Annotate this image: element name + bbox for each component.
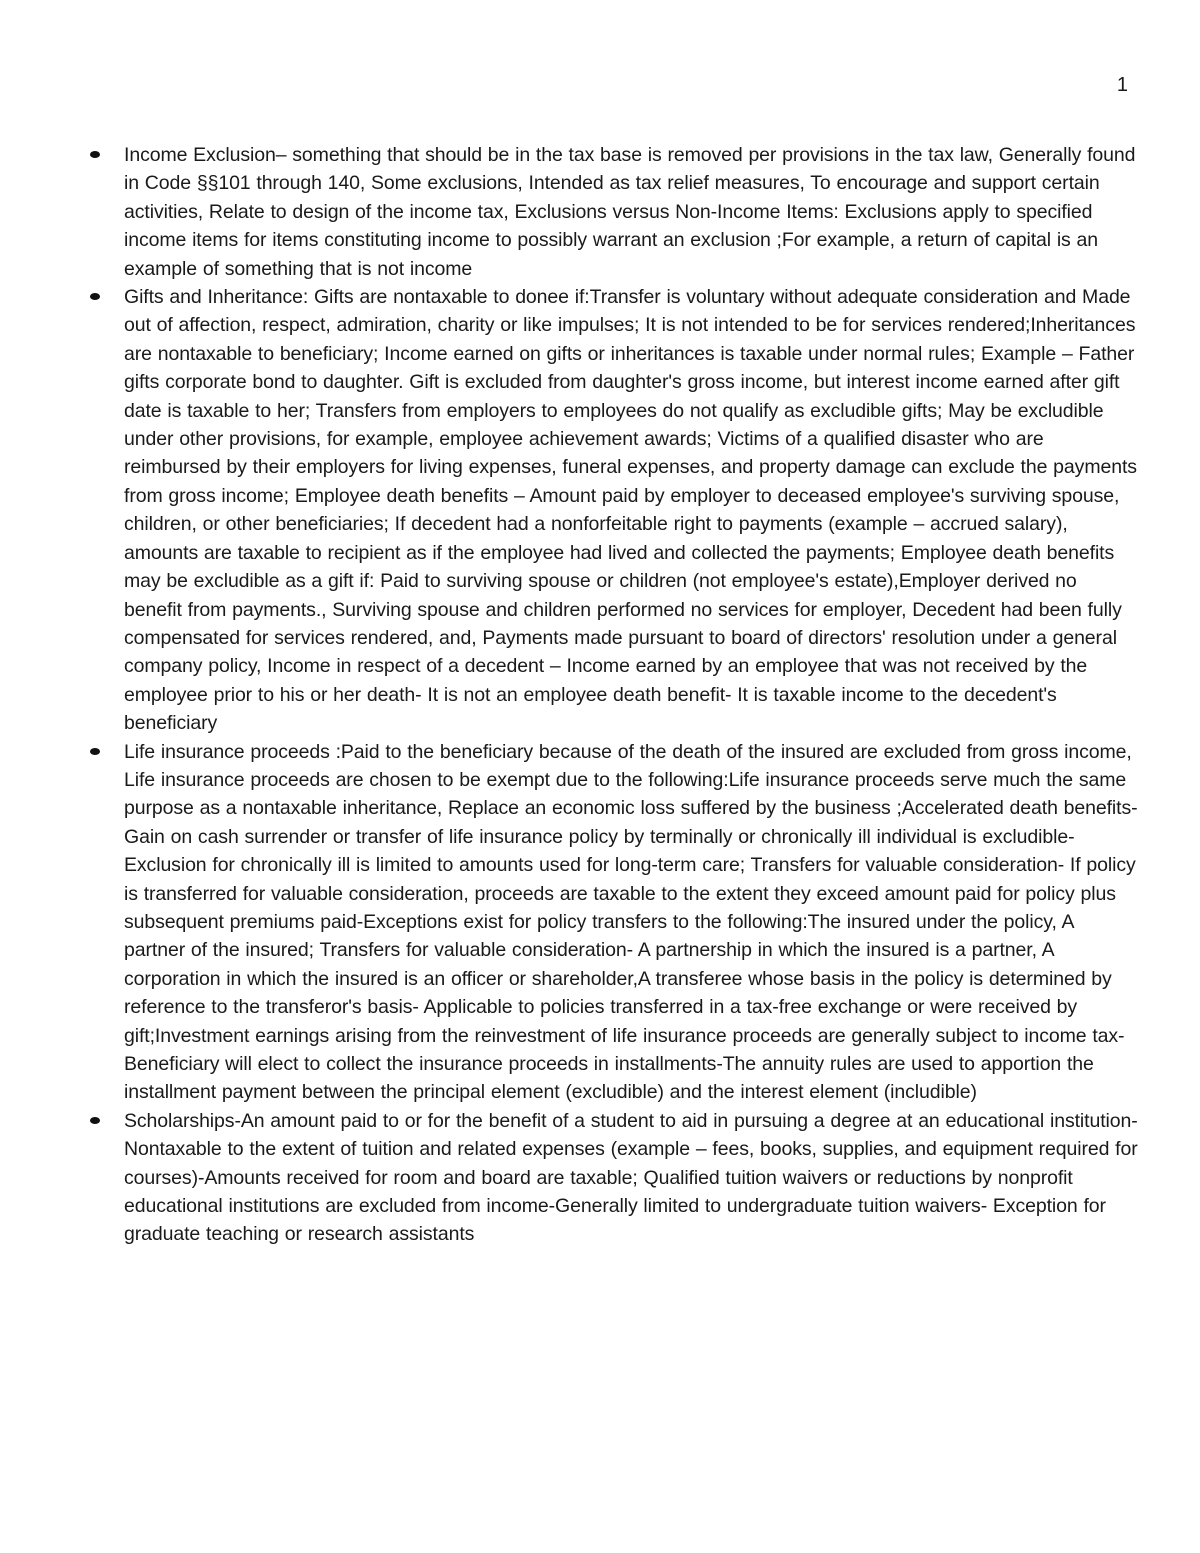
bullet-list xyxy=(88,141,1138,1249)
bullet-icon xyxy=(90,748,100,755)
bullet-text: Scholarships-An amount paid to or for the benefit of a student to aid in pursuing a degree at an educational institution-Nontaxable to the extent of tuition and related expenses (example – fees, books, supplies, and equipment required for courses)-Amounts received for room and board are taxable; Qualified tuition waivers or reductions by nonprofit educational institutions are excluded from income-Generally limited to undergraduate tuition waivers- Exception for graduate teaching or research assistants xyxy=(124,1109,1138,1246)
bullet-text: Life insurance proceeds :Paid to the beneficiary because of the death of the insured are excluded from gross income, Life insurance proceeds are chosen to be exempt due to the following:Life insurance proceeds serve much the same purpose as a nontaxable inheritance, Replace an economic loss suffered by the business ;Accelerated death benefits-Gain on cash surrender or transfer of life insurance policy by terminally or chronically ill individual is excludible- Exclusion for chronically ill is limited to amounts used for long-term care; Transfers for valuable consideration- If policy is transferred for valuable consideration, proceeds are taxable to the extent they exceed amount paid for policy plus subsequent premiums paid-Exceptions exist for policy transfers to the following:The insured under the policy, A partner of the insured; Transfers for valuable consideration- A partnership in which the insured is a partner, A corporation in which the insured is an officer or shareholder,A transferee whose basis in the policy is determined by reference to the transferor's basis- Applicable to policies transferred in a tax-free exchange or were received by gift;Investment earnings arising from the reinvestment of life insurance proceeds are generally subject to income tax-Beneficiary will elect to collect the insurance proceeds in installments-The annuity rules are used to apportion the installment payment between the principal element (excludible) and the interest element (includible) xyxy=(124,740,1138,1104)
bullet-text: Income Exclusion– something that should be in the tax base is removed per provisions in the tax law, Generally found in Code §§101 through 140, Some exclusions, Intended as tax relief measures, To encourage and support certain activities, Relate to design of the income tax, Exclusions versus Non-Income Items: Exclusions apply to specified income items for items constituting income to possibly warrant an exclusion ;For example, a return of capital is an example of something that is not income xyxy=(124,144,1136,280)
bullet-icon xyxy=(90,151,100,158)
bullet-text: Gifts and Inheritance: Gifts are nontaxable to donee if:Transfer is voluntary without adequate consideration and Made out of affection, respect, admiration, charity or like impulses; It is not intended to be for services rendered;Inheritances are nontaxable to beneficiary; Income earned on gifts or inheritances is taxable under normal rules; Example – Father gifts corporate bond to daughter. Gift is excluded from daughter's gross income, but interest income earned after gift date is taxable to her; Transfers from employers to employees do not qualify as excludible gifts; May be excludible under other provisions, for example, employee achievement awards; Victims of a qualified disaster who are reimbursed by their employers for living expenses, funeral expenses, and property damage can exclude the payments from gross income; Employee death benefits – Amount paid by employer to deceased employee's surviving spouse, children, or other beneficiaries; If decedent had a nonforfeitable right to payments (example – accrued salary), amounts are taxable to recipient as if the employee had lived and collected the payments; Employee death benefits may be excludible as a gift if: Paid to surviving spouse or children (not employee's estate),Employer derived no benefit from payments., Surviving spouse and children performed no services for employer, Decedent had been fully compensated for services rendered, and, Payments made pursuant to board of directors' resolution under a general company policy, Income in respect of a decedent – Income earned by an employee that was not received by the employee prior to his or her death- It is not an employee death benefit- It is taxable income to the decedent's beneficiary xyxy=(124,286,1137,735)
bullet-item-life-insurance xyxy=(88,738,1138,1107)
bullet-item-gifts-inheritance xyxy=(88,283,1138,738)
bullet-icon xyxy=(90,1117,100,1124)
bullet-item-scholarships xyxy=(88,1107,1138,1249)
bullet-icon xyxy=(90,293,100,300)
page-number: 1 xyxy=(1116,74,1128,96)
bullet-item-income-exclusion xyxy=(88,141,1138,283)
